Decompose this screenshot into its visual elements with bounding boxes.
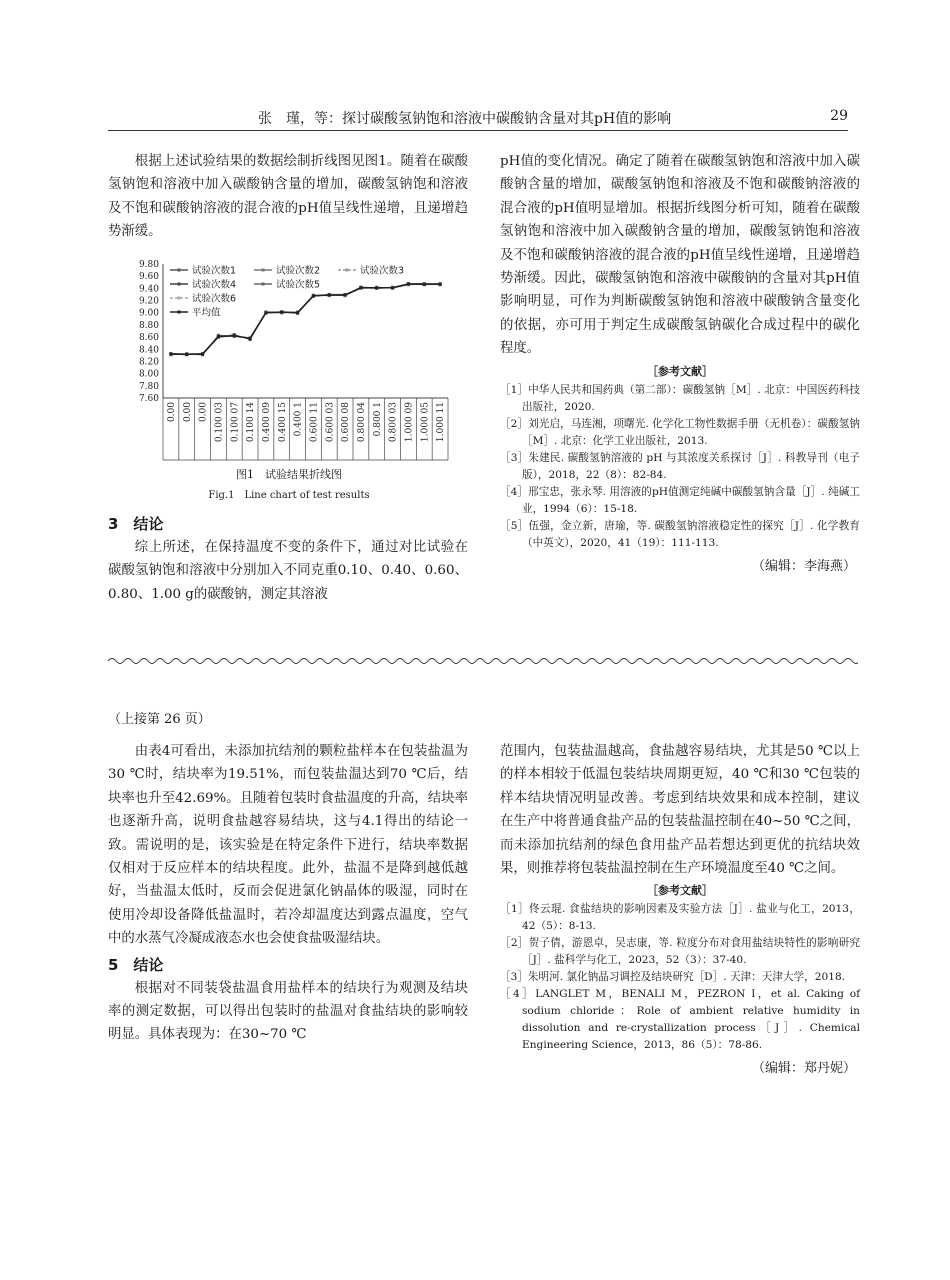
- figure-caption-en: Fig.1 Line chart of test results: [208, 490, 370, 501]
- data-point: [169, 353, 172, 356]
- section-3: [108, 513, 468, 606]
- data-point: [375, 286, 378, 289]
- data-point: [249, 337, 252, 340]
- top-editor: （编辑：李海燕）: [751, 558, 856, 574]
- section-5-heading: 5 结论: [108, 955, 164, 974]
- top-reference-5: ［5］伍强，金立新，唐瑜，等. 碳酸氢钠溶液稳定性的探究［J］. 化学教育（中英文），2020，41（19）：111-113.: [500, 519, 860, 549]
- data-point: [344, 294, 347, 297]
- y-tick-label: 8.20: [138, 357, 159, 368]
- x-tick-label: 0.100 14: [246, 402, 257, 443]
- x-tick-label: 1.000 05: [420, 402, 431, 443]
- top-right-paragraph: pH值的变化情况。确定了随着在碳酸氢钠饱和溶液中加入碳酸钠含量的增加，碳酸氢钠饱和溶液及不饱和碳酸钠溶液的混合液的pH值明显增加。根据折线图分析可知，随着在碳酸氢钠饱和溶液中加入碳酸钠含量的增加，碳酸氢钠饱和溶液及不饱和碳酸钠溶液的混合液的pH值呈线性递增，且递增趋势渐缓。因此，碳酸氢钠饱和溶液中碳酸钠的含量对其pH值影响明显，可作为判断碳酸氢钠饱和溶液中碳酸钠含量变化的依据，亦可用于判定生成碳酸氢钠碳化合成过程中的碳化程度。: [500, 154, 860, 357]
- section-3-heading: 3 结论: [108, 515, 164, 533]
- wavy-separator: [108, 655, 858, 667]
- header-title: 张 瑾，等：探讨碳酸氢钠饱和溶液中碳酸钠含量对其pH值的影响: [258, 111, 672, 127]
- bottom-right-paragraph: 范围内，包装盐温越高，食盐越容易结块，尤其是50 ℃以上的样本相较于低温包装结块周期更短，40 ℃和30 ℃包装的样本结块情况明显改善。考虑到结块效果和成本控制，建议在生产中将普通食盐产品的包装盐温控制在40~50 ℃之间，而未添加抗结剂的绿色食用盐产品若想达到更优的抗结块效果，则推荐将包装盐温控制在生产环境温度至40 ℃之间。: [500, 744, 860, 877]
- x-tick-label: 0.600 08: [341, 402, 352, 443]
- x-tick-label: 0.800 04: [356, 402, 367, 443]
- data-point: [233, 334, 236, 337]
- running-header: [108, 108, 848, 131]
- y-tick-label: 9.80: [138, 260, 159, 270]
- continued-note: （上接第 26 页）: [108, 712, 211, 727]
- x-tick-label: 0.100 07: [230, 402, 241, 443]
- x-tick-label: 1.000 09: [404, 402, 415, 443]
- x-tick-label: 0.800 1: [372, 402, 383, 437]
- x-tick-label: 0.400 09: [261, 402, 272, 443]
- legend-label: 平均值: [192, 307, 221, 319]
- top-reference-2: ［2］刘光启，马连湘，项曙光. 化学化工物性数据手册（无机卷）：碳酸氢钠［M］. 北京：化学工业出版社，2013.: [500, 417, 860, 447]
- y-tick-label: 7.80: [138, 381, 159, 392]
- x-tick-label: 0.00: [166, 402, 177, 423]
- legend-label: 试验次数5: [276, 279, 321, 291]
- legend-marker: [262, 283, 265, 286]
- legend-label: 试验次数6: [192, 293, 237, 305]
- legend-label: 试验次数4: [192, 279, 237, 291]
- bottom-left-column: [108, 740, 468, 1047]
- data-point: [391, 286, 394, 289]
- data-point: [312, 294, 315, 297]
- x-tick-label: 1.000 11: [436, 402, 447, 443]
- x-tick-label: 0.100 03: [214, 402, 225, 443]
- data-point: [280, 311, 283, 314]
- section-3-paragraph: 综上所述，在保持温度不变的条件下，通过对比试验在碳酸氢钠饱和溶液中分别加入不同克重0.10、0.40、0.60、0.80、1.00 g的碳酸钠，测定其溶液: [108, 540, 468, 602]
- data-point: [296, 311, 299, 314]
- data-point: [407, 283, 410, 286]
- top-reference-4: ［4］邢宝忠，张永琴. 用溶液的pH值测定纯碱中碳酸氢钠含量［J］. 纯碱工业，1994（6）：15-18.: [500, 485, 860, 515]
- data-point: [185, 353, 188, 356]
- bottom-right-column: [500, 740, 860, 1076]
- bottom-reference-4: ［4］LANGLET M，BENALI M，PEZRON I，et al. Caking of sodium chloride：Role of ambient relative humidity in dissolution and re-crystallization process［J］. Chemical Engineering Science，2013，86（5）：78-86.: [500, 988, 860, 1052]
- data-point: [423, 283, 426, 286]
- y-tick-label: 8.40: [138, 345, 159, 356]
- data-point: [217, 335, 220, 338]
- bottom-left-paragraph-2: 根据对不同装袋盐温食用盐样本的结块行为观测及结块率的测定数据，可以得出包装时的盐温对食盐结块的影响较明显。具体表现为：在30~70 ℃: [108, 980, 468, 1043]
- bottom-left-paragraph-1: 由表4可看出，未添加抗结剂的颗粒盐样本在包装盐温为30 ℃时，结块率为19.51%，而包装盐温达到70 ℃后，结块率也升至42.69%。且随着包装时食盐温度的升高，结块率也逐渐升高，说明食盐越容易结块，这与4.1得出的结论一致。需说明的是，该实验是在特定条件下进行，结块率数据仅相对于反应样本的结块程度。此外，盐温不是降到越低越好，当盐温太低时，反而会促进氯化钠晶体的吸湿，同时在使用冷却设备降低盐温时，若冷却温度达到露点温度，空气中的水蒸气冷凝成液态水也会使食盐吸湿结块。: [108, 744, 468, 947]
- y-tick-label: 9.60: [138, 272, 159, 283]
- line-chart: [108, 252, 470, 464]
- y-tick-label: 7.60: [138, 394, 159, 404]
- top-left-column: [108, 150, 468, 244]
- y-tick-label: 9.20: [138, 296, 159, 307]
- top-right-column: [500, 150, 860, 574]
- x-tick-label: 0.800 03: [388, 402, 399, 443]
- figure-1: [108, 252, 470, 464]
- page-number: 29: [830, 108, 848, 124]
- data-point: [439, 283, 442, 286]
- bottom-reference-2: ［2］贺子倩，游恩卓，吴志康，等. 粒度分布对食用盐结块特性的影响研究［J］. 盐科学与化工，2023，52（3）：37-40.: [500, 937, 860, 967]
- x-tick-label: 0.400 1: [293, 402, 304, 437]
- data-point: [264, 311, 267, 314]
- bottom-references-heading: ［参考文献］: [647, 884, 713, 898]
- legend-marker: [178, 269, 181, 272]
- bottom-editor: （编辑：郑丹妮）: [751, 1061, 856, 1077]
- top-reference-3: ［3］朱建民. 碳酸氢钠溶液的 pH 与其浓度关系探讨［J］. 科教导刊（电子版），2018，22（8）：82-84.: [500, 451, 860, 481]
- y-tick-label: 9.40: [138, 284, 159, 295]
- x-tick-label: 0.600 03: [325, 402, 336, 443]
- x-tick-label: 0.00: [198, 402, 209, 423]
- data-point: [359, 286, 362, 289]
- figure-caption-cn: 图1 试验结果折线图: [236, 468, 342, 481]
- data-point: [328, 294, 331, 297]
- top-references-heading: ［参考文献］: [647, 364, 713, 378]
- y-tick-label: 9.00: [138, 308, 159, 319]
- top-left-paragraph: 根据上述试验结果的数据绘制折线图见图1。随着在碳酸氢钠饱和溶液中加入碳酸钠含量的增加，碳酸氢钠饱和溶液及不饱和碳酸钠溶液的混合液的pH值呈线性递增，且递增趋势渐缓。: [108, 154, 468, 240]
- legend-marker: [262, 269, 265, 272]
- data-point: [201, 353, 204, 356]
- y-tick-label: 8.80: [138, 320, 159, 331]
- x-tick-label: 0.400 15: [277, 402, 288, 443]
- legend-marker: [178, 297, 181, 300]
- legend-label: 试验次数2: [276, 265, 321, 277]
- legend-marker: [178, 283, 181, 286]
- legend-marker: [346, 269, 349, 272]
- y-tick-label: 8.00: [138, 369, 159, 380]
- bottom-reference-3: ［3］朱明河. 氯化钠晶习调控及结块研究［D］. 天津：天津大学，2018.: [500, 971, 846, 984]
- x-tick-label: 0.600 11: [309, 402, 320, 443]
- bottom-reference-1: ［1］佟云琨. 食盐结块的影响因素及实验方法［J］. 盐业与化工，2013，42（5）：8-13.: [500, 903, 860, 933]
- x-tick-label: 0.00: [182, 402, 193, 423]
- legend-marker: [178, 311, 181, 314]
- y-tick-label: 8.60: [138, 333, 159, 344]
- legend-label: 试验次数3: [360, 265, 405, 277]
- top-reference-1: ［1］中华人民共和国药典（第二部）：碳酸氢钠［M］. 北京：中国医药科技出版社，2020.: [500, 383, 860, 413]
- legend-label: 试验次数1: [192, 265, 237, 277]
